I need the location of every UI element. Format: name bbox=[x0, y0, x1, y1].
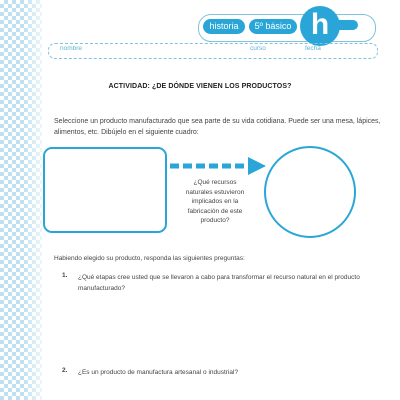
drawing-circle-resources[interactable] bbox=[264, 146, 356, 238]
resources-question-line: implicados en la bbox=[191, 198, 239, 206]
resources-question-line: naturales estuvieron bbox=[185, 188, 245, 196]
checker-fade-overlay bbox=[0, 0, 42, 400]
student-info-field[interactable] bbox=[48, 43, 378, 59]
h-logo-icon: h bbox=[300, 6, 340, 46]
question-2-text: ¿Es un producto de manufactura artesanal o industrial? bbox=[78, 369, 239, 376]
drawing-box-product[interactable] bbox=[43, 147, 167, 233]
question-2-number: 2. bbox=[62, 367, 68, 374]
resources-question-line: ¿Qué recursos bbox=[193, 179, 237, 186]
name-label: nombre bbox=[60, 45, 83, 52]
grade-badge: 5º básico bbox=[249, 19, 297, 34]
activity-instruction: Seleccione un producto manufacturado que sea parte de su vida cotidiana. Puede ser una mesa, lápices, alimentos, etc. Dibújelo en el siguiente cuadro: bbox=[54, 118, 381, 136]
questions-prompt: Habiendo elegido su producto, responda las siguientes preguntas: bbox=[54, 255, 245, 262]
resources-question bbox=[172, 178, 258, 226]
question-1-text: ¿Qué etapas cree usted que se llevaron a cabo para transformar el recurso natural en el producto manufacturado? bbox=[78, 274, 360, 292]
course-label: curso bbox=[250, 45, 266, 52]
resources-question-line: producto? bbox=[200, 217, 230, 225]
resources-question-line: fabricación de este bbox=[187, 207, 243, 215]
dashed-right-arrow-icon bbox=[168, 155, 268, 177]
activity-title: ACTIVIDAD: ¿DE DÓNDE VIENEN LOS PRODUCTOS? bbox=[108, 83, 292, 90]
subject-badge: historia bbox=[203, 19, 245, 34]
question-1-number: 1. bbox=[62, 272, 68, 279]
date-label: fecha bbox=[305, 45, 321, 52]
